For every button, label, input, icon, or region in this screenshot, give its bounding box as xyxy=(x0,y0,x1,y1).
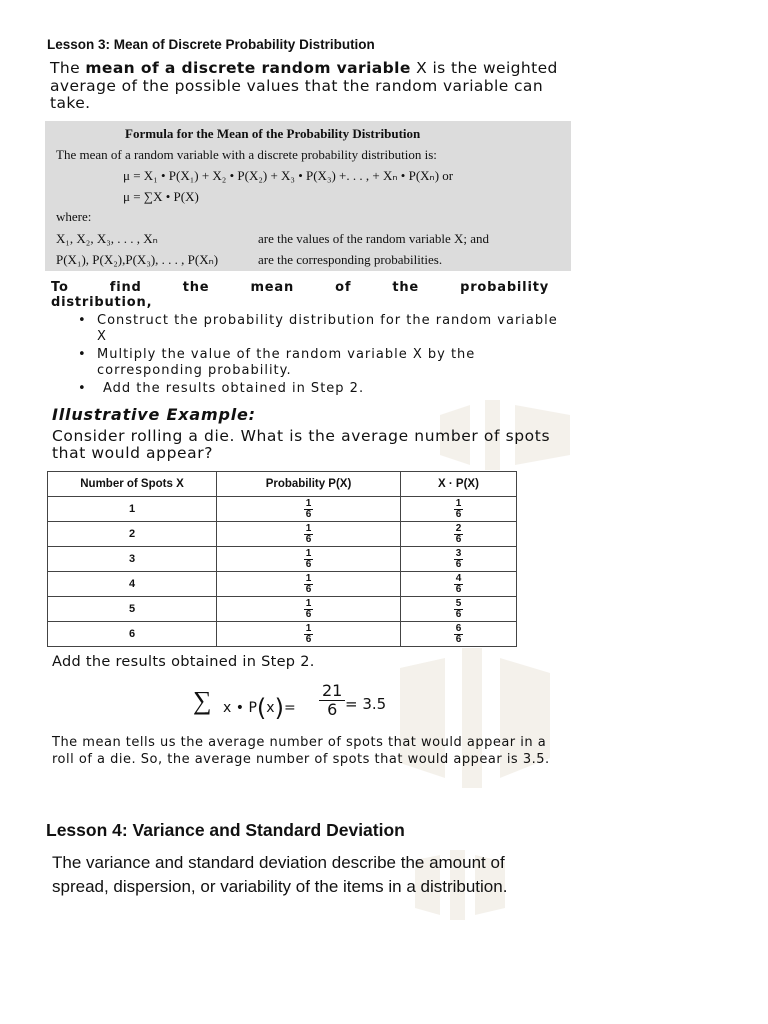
step-item: • Multiply the value of the random variable X by the corresponding probability. xyxy=(78,347,558,379)
cell-xp xyxy=(401,572,517,597)
cell-xp xyxy=(401,497,517,522)
sum-result: = 3.5 xyxy=(345,695,387,713)
table-header: Number of Spots X xyxy=(48,472,217,497)
cell-x: 4 xyxy=(48,572,217,597)
howto-word: find xyxy=(109,280,142,295)
formula-box xyxy=(45,121,571,271)
howto-word: To xyxy=(51,280,69,295)
sigma-symbol: ∑ xyxy=(193,686,212,715)
howto-word: mean xyxy=(250,280,295,295)
table-row xyxy=(48,597,517,622)
formula-sigma: μ = ∑X • P(X) xyxy=(123,189,199,204)
fraction: $\frac{1}{6}$ xyxy=(305,522,312,545)
cell-x: 5 xyxy=(48,597,217,622)
fraction: $\frac{4}{6}$ xyxy=(455,572,462,595)
sum-expression: x • P(x)= xyxy=(223,694,296,722)
cell-probability xyxy=(217,547,401,572)
sum-fraction: 21 6 xyxy=(319,682,345,719)
fraction: $\frac{1}{6}$ xyxy=(305,497,312,520)
step-item: • Construct the probability distribution for the random variable X xyxy=(78,313,558,345)
table-row xyxy=(48,622,517,647)
howto-line2: distribution, xyxy=(51,295,153,310)
table-row xyxy=(48,522,517,547)
sum-equation xyxy=(193,680,433,730)
fraction: $\frac{3}{6}$ xyxy=(455,547,462,570)
example-question: Consider rolling a die. What is the average number of spots that would appear? xyxy=(52,427,551,462)
probability-table xyxy=(47,471,517,647)
step-item: • Add the results obtained in Step 2. xyxy=(78,381,558,397)
fraction: $\frac{1}{6}$ xyxy=(455,497,462,520)
mean-explanation: The mean tells us the average number of spots that would appear in a roll of a die. So, the average number of spots that would appear is 3.5. xyxy=(52,735,550,767)
howto-word: the xyxy=(392,280,420,295)
cell-probability xyxy=(217,622,401,647)
lesson4-title: Lesson 4: Variance and Standard Deviation xyxy=(46,820,405,840)
cell-xp xyxy=(401,622,517,647)
table-row xyxy=(48,547,517,572)
add-results-text: Add the results obtained in Step 2. xyxy=(52,654,315,670)
table-header: X · P(X) xyxy=(401,472,517,497)
howto-word: of xyxy=(335,280,352,295)
table-header: Probability P(X) xyxy=(217,472,401,497)
cell-xp xyxy=(401,547,517,572)
fraction: $\frac{2}{6}$ xyxy=(455,522,462,545)
fraction: $\frac{6}{6}$ xyxy=(455,622,462,645)
howto-word: probability xyxy=(460,280,549,295)
variance-description: The variance and standard deviation describe the amount of spread, dispersion, or variability of the items in a distribution. xyxy=(52,853,508,896)
cell-probability xyxy=(217,497,401,522)
fraction: $\frac{1}{6}$ xyxy=(305,572,312,595)
where-label: where: xyxy=(56,209,92,224)
fraction: $\frac{5}{6}$ xyxy=(455,597,462,620)
cell-probability xyxy=(217,572,401,597)
cell-probability xyxy=(217,597,401,622)
cell-x: 1 xyxy=(48,497,217,522)
fraction: $\frac{1}{6}$ xyxy=(305,597,312,620)
cell-probability xyxy=(217,522,401,547)
example-title: Illustrative Example: xyxy=(52,405,256,424)
mean-definition: The mean of a discrete random variable X is the weighted average of the possible values that the random variable can take. xyxy=(50,59,558,112)
howto-heading xyxy=(51,280,549,310)
probs-description: are the corresponding probabilities. xyxy=(258,252,443,267)
cell-x: 2 xyxy=(48,522,217,547)
formula-expanded: μ = X₁ • P(X₁) + X₂ • P(X₂) + X₃ • P(X₃) +. . . , + Xₙ • P(Xₙ) or xyxy=(123,168,454,183)
fraction: $\frac{1}{6}$ xyxy=(305,547,312,570)
cell-xp xyxy=(401,522,517,547)
table-row xyxy=(48,497,517,522)
probs-list: P(X₁), P(X₂),P(X₃), . . . , P(Xₙ) xyxy=(56,252,219,267)
cell-xp xyxy=(401,597,517,622)
table-row xyxy=(48,572,517,597)
vars-list: X₁, X₂, X₃, . . . , Xₙ xyxy=(56,231,158,246)
lesson3-title: Lesson 3: Mean of Discrete Probability Distribution xyxy=(47,37,375,52)
formula-lead: The mean of a random variable with a discrete probability distribution is: xyxy=(56,147,437,162)
steps-list xyxy=(78,313,558,399)
cell-x: 6 xyxy=(48,622,217,647)
fraction: $\frac{1}{6}$ xyxy=(305,622,312,645)
cell-x: 3 xyxy=(48,547,217,572)
vars-description: are the values of the random variable X; and xyxy=(258,231,490,246)
formula-title: Formula for the Mean of the Probability Distribution xyxy=(125,126,421,141)
howto-word: the xyxy=(182,280,210,295)
